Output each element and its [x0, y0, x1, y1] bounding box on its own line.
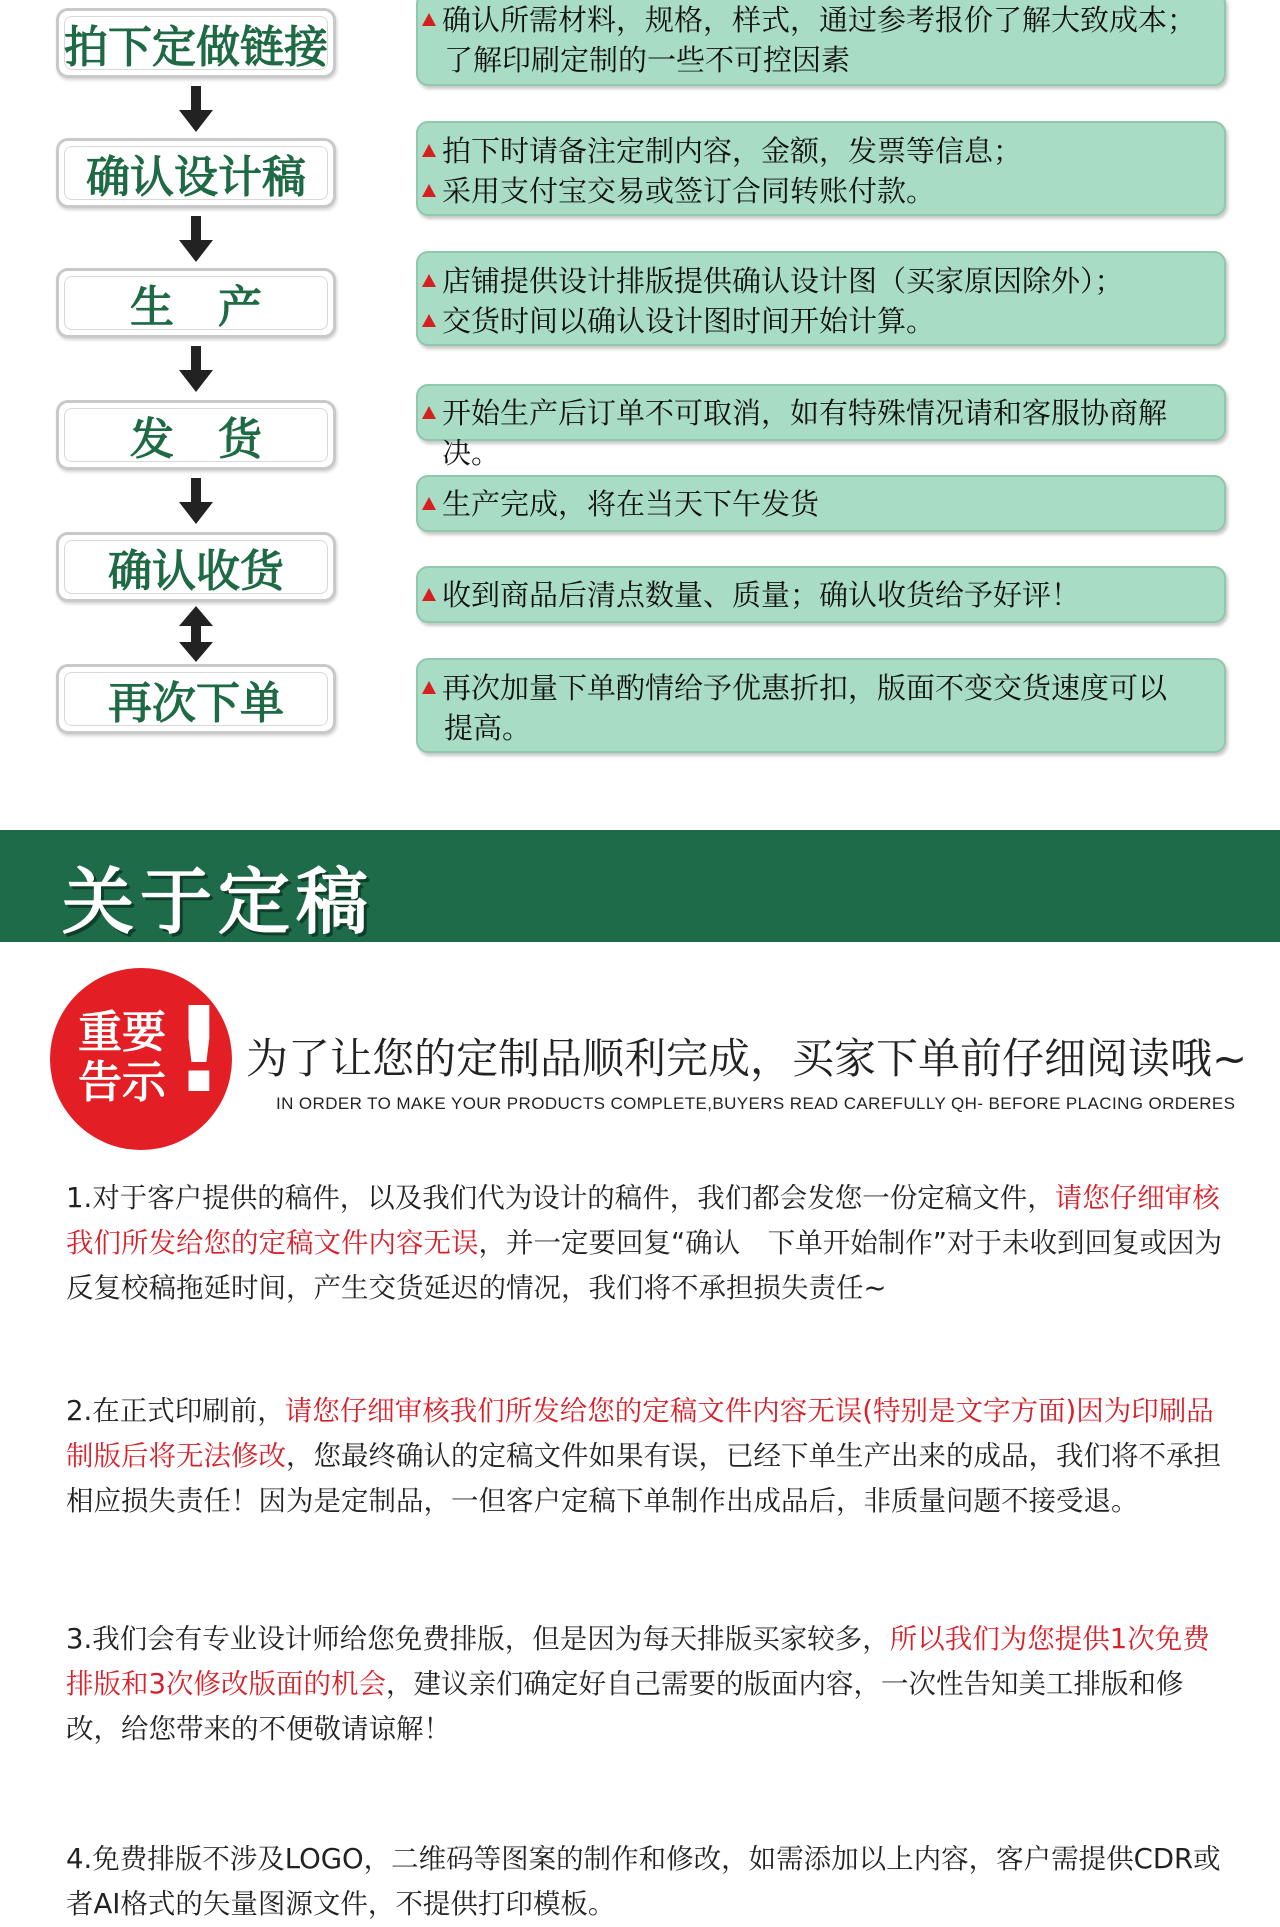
- note-text: 提高。: [444, 711, 532, 745]
- step-label: 再次下单: [108, 678, 284, 729]
- badge-line-1: 重要: [78, 1007, 166, 1058]
- step-label: 生 产: [130, 282, 262, 333]
- paragraph-highlight: 所以我们为您提供1次免费排版和3次修改版面的机会: [66, 1623, 1210, 1700]
- paragraph-text: ，您最终确认的定稿文件如果有误，已经下单生产出来的成品，我们将不承担相应损失责任！因为是定制品，一但客户定稿下单制作出成品后，非质量问题不接受退。: [66, 1440, 1221, 1517]
- paragraph-3: [66, 1617, 1226, 1752]
- paragraph-text: 4.免费排版不涉及LOGO，二维码等图案的制作和修改，如需添加以上内容，客户需提供CDR或者AI格式的矢量图源文件，不提供打印模板。: [66, 1843, 1221, 1920]
- triangle-bullet-icon: [422, 497, 436, 510]
- note-text: 拍下时请备注定制内容，金额，发票等信息；: [442, 134, 1023, 168]
- triangle-bullet-icon: [422, 681, 436, 694]
- exclamation-icon: !: [172, 981, 226, 1119]
- section-banner: [0, 830, 1280, 942]
- note-text: 了解印刷定制的一些不可控因素: [444, 43, 851, 77]
- step-note-5: [416, 475, 1226, 532]
- note-text: 店铺提供设计排版提供确认设计图（买家原因除外）；: [442, 264, 1124, 298]
- double-arrow-icon: [179, 606, 213, 662]
- triangle-bullet-icon: [422, 184, 436, 197]
- step-note-7: [416, 658, 1226, 753]
- notice-title: 为了让您的定制品顺利完成，买家下单前仔细阅读哦~: [246, 1034, 1248, 1083]
- step-note-6: [416, 566, 1226, 623]
- step-label: 确认收货: [108, 546, 284, 597]
- step-note-4: [416, 384, 1226, 470]
- paragraph-2: [66, 1389, 1226, 1524]
- important-notice-badge: [50, 968, 232, 1150]
- step-box-confirm-design: [56, 138, 336, 208]
- note-text: 收到商品后清点数量、质量；确认收货给予好评！: [442, 578, 1081, 612]
- section-title: 关于定稿: [62, 860, 375, 944]
- note-text: 生产完成，将在当天下午发货: [442, 487, 820, 521]
- badge-text: [78, 1008, 168, 1108]
- triangle-bullet-icon: [422, 274, 436, 287]
- step-note-2: [416, 121, 1226, 216]
- note-text: 交货时间以确认设计图时间开始计算。: [442, 304, 936, 338]
- paragraph-text: 3.我们会有专业设计师给您免费排版，但是因为每天排版买家较多，: [66, 1623, 890, 1655]
- paragraph-1: [66, 1176, 1226, 1311]
- step-label: 发 货: [130, 414, 262, 465]
- arrow-down-icon: [179, 346, 213, 394]
- step-box-order-link: [56, 8, 336, 78]
- notice-subtitle-en: IN ORDER TO MAKE YOUR PRODUCTS COMPLETE,BUYERS READ CAREFULLY QH- BEFORE PLACING ORDERES: [276, 1094, 1236, 1113]
- paragraph-text: 2.在正式印刷前，: [66, 1395, 285, 1427]
- paragraph-highlight: 请您仔细审核我们所发给您的定稿文件内容无误: [66, 1182, 1220, 1259]
- step-label: 拍下定做链接: [64, 22, 328, 73]
- step-box-reorder: [56, 664, 336, 734]
- step-label: 确认设计稿: [86, 152, 306, 203]
- note-text: 再次加量下单酌情给予优惠折扣，版面不变交货速度可以: [442, 671, 1168, 705]
- note-text: 采用支付宝交易或签订合同转账付款。: [442, 174, 936, 208]
- paragraph-text: ，建议亲们确定好自己需要的版面内容，一次性告知美工排版和修改，给您带来的不便敬请谅解！: [66, 1668, 1184, 1745]
- step-box-shipping: [56, 400, 336, 470]
- paragraph-text: 1.对于客户提供的稿件，以及我们代为设计的稿件，我们都会发您一份定稿文件，: [66, 1182, 1055, 1214]
- arrow-down-icon: [179, 216, 213, 264]
- step-note-3: [416, 251, 1226, 346]
- paragraph-4: [66, 1837, 1226, 1927]
- paragraph-highlight: 请您仔细审核我们所发给您的定稿文件内容无误(特别是文字方面)因为印刷品制版后将无法修改: [66, 1395, 1214, 1472]
- triangle-bullet-icon: [422, 13, 436, 26]
- step-box-confirm-receipt: [56, 532, 336, 602]
- triangle-bullet-icon: [422, 314, 436, 327]
- step-note-1: [416, 0, 1226, 86]
- arrow-down-icon: [179, 86, 213, 134]
- badge-line-2: 告示: [78, 1057, 166, 1108]
- paragraph-text: ，并一定要回复“确认 下单开始制作”对于未收到回复或因为反复校稿拖延时间，产生交货延迟的情况，我们将不承担损失责任~: [66, 1227, 1222, 1304]
- arrow-down-icon: [179, 478, 213, 526]
- triangle-bullet-icon: [422, 406, 436, 419]
- triangle-bullet-icon: [422, 588, 436, 601]
- triangle-bullet-icon: [422, 144, 436, 157]
- step-box-production: [56, 268, 336, 338]
- note-text: 开始生产后订单不可取消，如有特殊情况请和客服协商解决。: [442, 396, 1168, 470]
- note-text: 确认所需材料，规格，样式，通过参考报价了解大致成本；: [442, 3, 1197, 37]
